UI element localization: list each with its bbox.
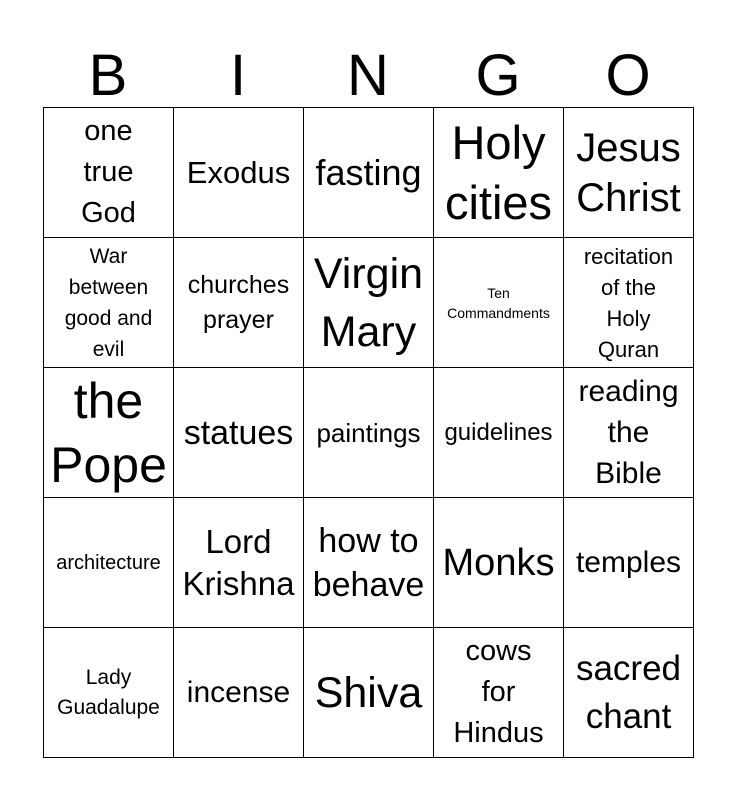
cell-text: guidelines [444,418,553,446]
bingo-cell[interactable] [564,498,694,628]
bingo-cell[interactable] [174,368,304,498]
cell-text: Ten Commandments [447,284,550,321]
cell-text: how to behave [312,521,425,604]
bingo-cell[interactable] [434,368,564,498]
bingo-cell[interactable] [434,628,564,758]
cell-text: Shiva [314,668,423,717]
bingo-cell[interactable] [174,108,304,238]
cell-text: temples [575,545,682,579]
cell-text: fasting [315,151,422,193]
header-letter-n: N [347,43,389,108]
bingo-cell[interactable] [564,628,694,758]
cell-text: Jesus Christ [576,125,681,220]
cell-text: the Pope [50,372,167,493]
bingo-cell[interactable] [564,238,694,368]
cell-text: Monks [442,541,555,584]
cell-text: Lady Guadalupe [57,665,160,719]
cell-text: statues [183,413,294,452]
cell-text: War between good and evil [64,244,153,361]
cell-text: Exodus [186,154,291,190]
bingo-cell[interactable] [434,498,564,628]
cell-text: recitation of the Holy Quran [583,243,674,362]
bingo-cell[interactable] [304,628,434,758]
cell-text: sacred chant [575,648,682,736]
bingo-cell[interactable] [174,238,304,368]
bingo-cell[interactable] [564,108,694,238]
bingo-cell[interactable] [304,108,434,238]
cell-text: Virgin Mary [313,249,424,356]
bingo-cell[interactable] [44,368,174,498]
bingo-cell[interactable] [44,628,174,758]
bingo-grid [43,107,694,758]
header-letter-o: O [605,43,651,108]
cell-text: Lord Krishna [182,522,295,602]
bingo-cell[interactable] [304,368,434,498]
bingo-cell[interactable] [434,238,564,368]
bingo-cell[interactable] [304,238,434,368]
header-letter-g: G [475,43,521,108]
cell-text: architecture [56,551,161,574]
cell-text: cows for Hindus [453,635,544,749]
bingo-cell[interactable] [44,238,174,368]
bingo-cell[interactable] [434,108,564,238]
cell-text: one true God [81,115,136,229]
cell-text: Holy cities [444,115,553,229]
bingo-cell[interactable] [174,628,304,758]
bingo-cell[interactable] [174,498,304,628]
bingo-cell[interactable] [304,498,434,628]
bingo-header [43,44,693,108]
cell-text: paintings [316,417,421,448]
header-letter-b: B [88,43,128,108]
bingo-cell[interactable] [44,108,174,238]
bingo-cell[interactable] [44,498,174,628]
header-letter-i: I [229,43,247,108]
cell-text: incense [186,675,291,709]
cell-text: churches prayer [187,270,290,334]
cell-text: reading the Bible [578,375,679,490]
bingo-cell[interactable] [564,368,694,498]
